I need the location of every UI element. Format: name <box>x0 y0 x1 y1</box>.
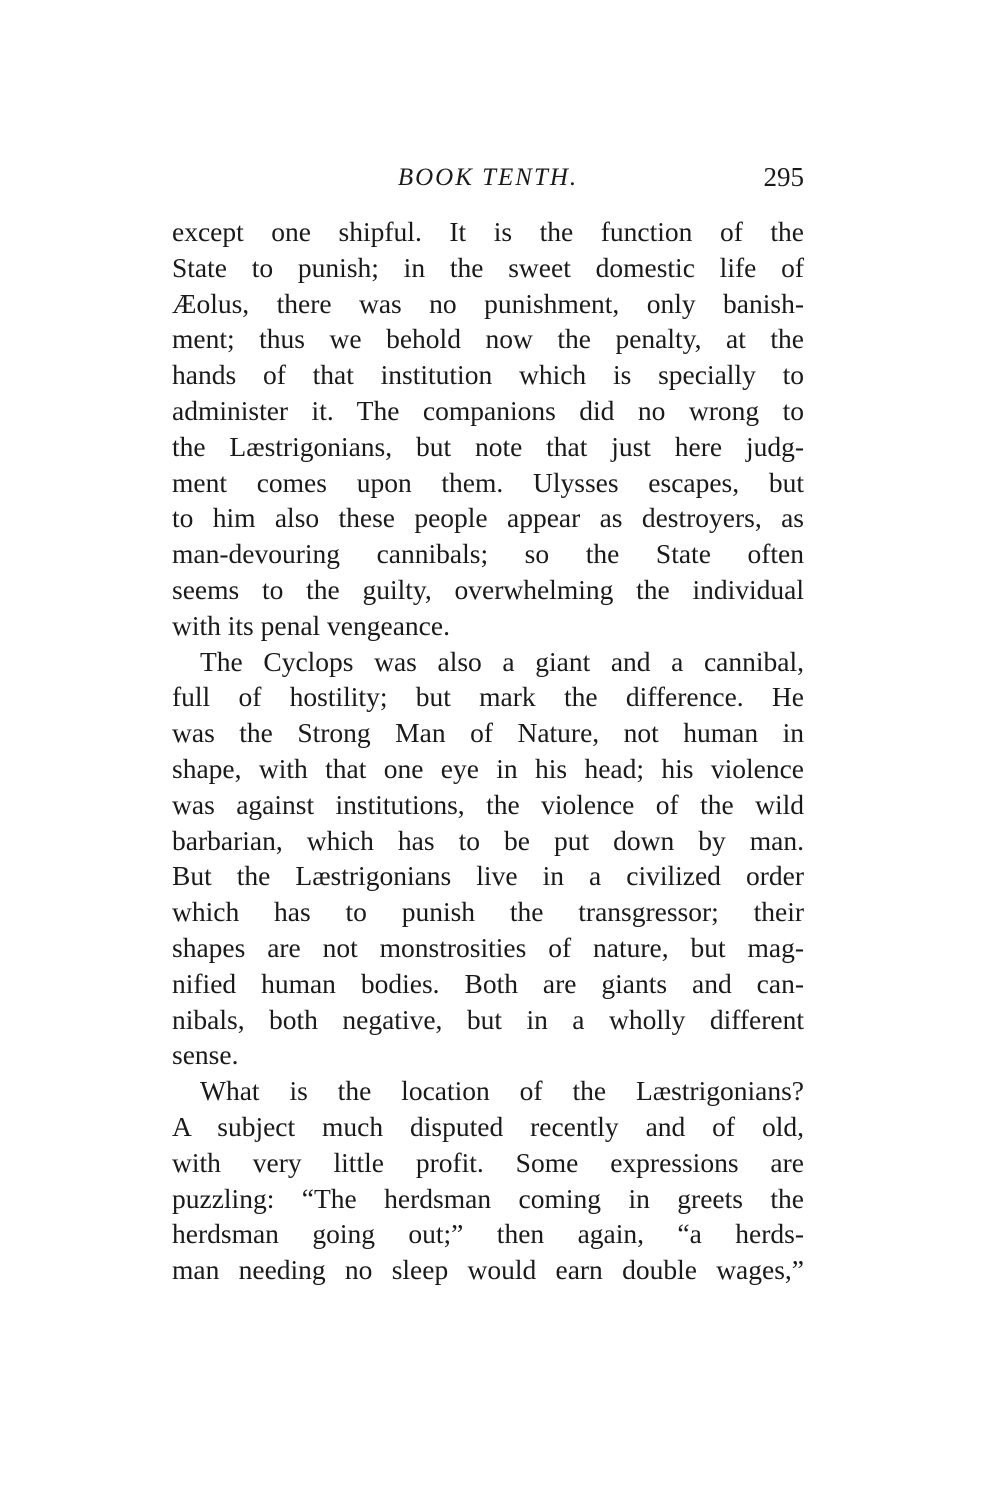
text-line: puzzling: “The herdsman coming in greets the <box>172 1182 804 1214</box>
text-line: nified human bodies. Both are giants and can- <box>172 967 804 999</box>
text-line: the Læstrigonians, but note that just here judg- <box>172 430 804 462</box>
text-line: was the Strong Man of Nature, not human in <box>172 717 804 749</box>
text-line: with very little profit. Some expressions are <box>172 1146 804 1178</box>
text-line: to him also these people appear as destroyers, as <box>172 502 804 534</box>
text-line: shapes are not monstrosities of nature, but mag- <box>172 931 804 963</box>
text-line: man-devouring cannibals; so the State often <box>172 538 804 570</box>
text-line: State to punish; in the sweet domestic life of <box>172 251 804 283</box>
text-line: nibals, both negative, but in a wholly different <box>172 1003 804 1035</box>
body-text <box>172 214 804 1288</box>
text-line: hands of that institution which is specially to <box>172 359 804 391</box>
text-line: barbarian, which has to be put down by man. <box>172 824 804 856</box>
text-line: sense. <box>172 1039 239 1071</box>
text-line: full of hostility; but mark the difference. He <box>172 681 804 713</box>
text-line: ment comes upon them. Ulysses escapes, but <box>172 466 804 498</box>
text-line: What is the location of the Læstrigonians? <box>200 1075 804 1107</box>
text-line: seems to the guilty, overwhelming the individual <box>172 573 804 605</box>
page-number: 295 <box>763 162 804 192</box>
page-header <box>172 158 804 198</box>
text-line: Æolus, there was no punishment, only banish- <box>172 287 804 319</box>
text-line: But the Læstrigonians live in a civilized order <box>172 860 804 892</box>
text-line: was against institutions, the violence of the wild <box>172 788 804 820</box>
text-line: The Cyclops was also a giant and a cannibal, <box>200 645 804 677</box>
text-line: man needing no sleep would earn double wages,” <box>172 1254 804 1286</box>
text-line: ment; thus we behold now the penalty, at the <box>172 323 804 355</box>
text-line: except one shipful. It is the function of the <box>172 216 804 247</box>
running-head: BOOK TENTH. <box>397 164 579 191</box>
text-line: herdsman going out;” then again, “a herds- <box>172 1218 804 1250</box>
text-line: which has to punish the transgressor; their <box>172 896 804 928</box>
text-line: administer it. The companions did no wrong to <box>172 394 804 426</box>
text-line: with its penal vengeance. <box>172 609 450 641</box>
text-line: A subject much disputed recently and of old, <box>172 1110 804 1142</box>
text-line: shape, with that one eye in his head; his violence <box>172 752 804 784</box>
